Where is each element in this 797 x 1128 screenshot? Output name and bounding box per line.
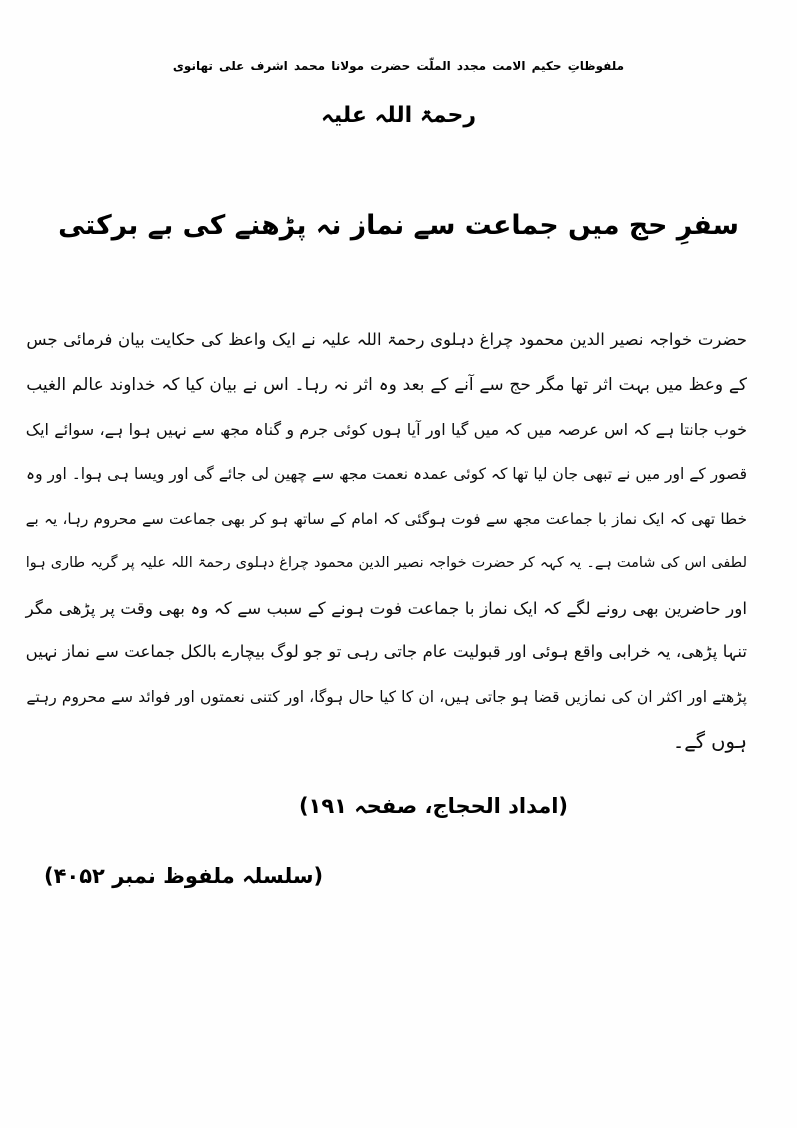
body-line: قصور کے اور میں نے تبھی جان لیا تھا کہ کوئی عمدہ نعمت مجھ سے چھین لی جائے گی اور ویسا ہی ہوا۔ اور وہ — [26, 465, 747, 484]
body-line: حضرت خواجہ نصیر الدین محمود چراغ دہلوی رحمۃ اللہ علیہ نے ایک واعظ کی حکایت بیان فرمائی جس — [26, 330, 747, 350]
body-line: کے وعظ میں بہت اثر تھا مگر حج سے آنے کے بعد وہ اثر نہ رہا۔ اس نے بیان کیا کہ خداوند عالم الغیب — [26, 374, 747, 395]
body-line: خوب جانتا ہے کہ اس عرصہ میں کہ میں گیا اور آیا ہوں کوئی جرم و گناہ مجھ سے نہیں ہوا ہے، سوائے ایک — [25, 419, 747, 439]
body-line: اور حاضرین بھی رونے لگے کہ ایک نماز با جماعت فوت ہونے کے سبب سے کہ وہ بھی وقت پر پڑھی مگر — [25, 597, 747, 618]
title-block — [38, 0, 759, 132]
body-line: خطا تھی کہ ایک نماز با جماعت مجھ سے فوت ہوگئی کہ امام کے ساتھ ہو کر بھی جماعت سے محروم رہا، یہ بے — [25, 509, 747, 528]
body-text — [25, 318, 759, 764]
heading-block — [38, 206, 759, 246]
citation-serial: (سلسلہ ملفوظ نمبر ۴۰۵۲) — [44, 864, 324, 889]
body-line: ہوں گے۔ — [672, 729, 747, 753]
section-heading: سفرِ حج میں جماعت سے نماز نہ پڑھنے کی بے برکتی — [58, 210, 739, 242]
document-title-honorific: رحمۃ اللہ علیہ — [320, 103, 477, 129]
body-line: لطفی اس کی شامت ہے۔ یہ کہہ کر حضرت خواجہ نصیر الدین محمود چراغ دہلوی رحمۃ اللہ علیہ پر گریہ طاری ہوا — [25, 555, 747, 572]
body-line: پڑھتے اور اکثر ان کی نمازیں قضا ہو جاتی ہیں، ان کا کیا حال ہوگا، اور کتنی نعمتوں اور فوائد سے محروم رہتے — [26, 688, 747, 707]
body-line: تنہا پڑھی، یہ خرابی واقع ہوئی اور قبولیت عام جاتی رہی تو جو لوگ بیچارے بالکل جماعت سے نماز نہیں — [25, 642, 747, 662]
citation-serial-wrap — [38, 864, 759, 888]
document-title: ملفوظاتِ حکیم الامت مجدد الملّت حضرت مولانا محمد اشرف علی تھانوی — [172, 59, 625, 73]
citation-source: (امداد الحجاج، صفحہ ۱۹۱) — [298, 794, 569, 819]
